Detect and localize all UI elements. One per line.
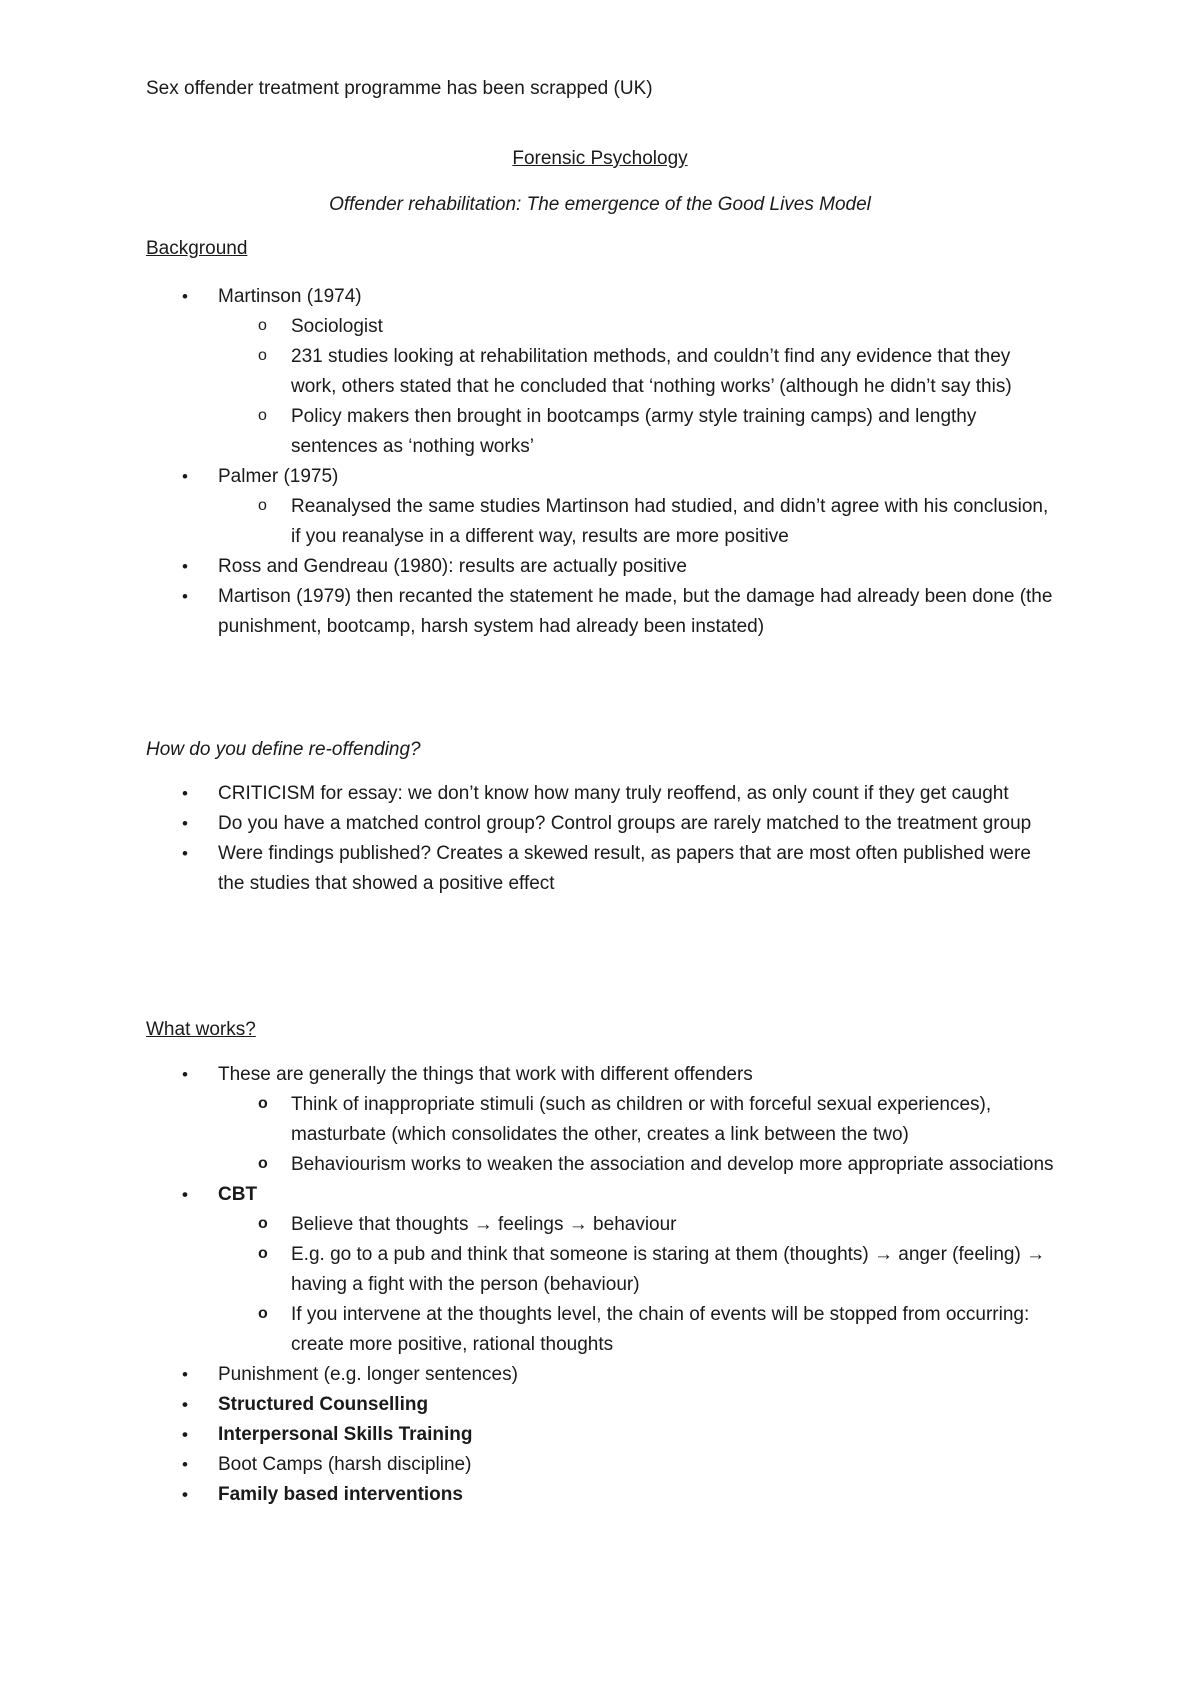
list-item: • Boot Camps (harsh discipline): [180, 1450, 1060, 1480]
list-item: • Punishment (e.g. longer sentences): [180, 1360, 1060, 1390]
list-item: o Behaviourism works to weaken the association and develop more appropriate associations: [291, 1150, 1060, 1180]
bullet-icon: •: [182, 1185, 188, 1204]
list-item: • CRITICISM for essay: we don’t know how many truly reoffend, as only count if they get caught: [180, 779, 1060, 809]
list-item: • Interpersonal Skills Training: [180, 1420, 1060, 1450]
bullet-icon: •: [182, 1365, 188, 1384]
what-works-list: [180, 1060, 1060, 1510]
top-note: Sex offender treatment programme has been scrapped (UK): [146, 78, 653, 99]
list-item: [180, 282, 1060, 462]
course-title: Forensic Psychology: [512, 148, 688, 169]
martinson-label: Martinson (1974): [218, 286, 362, 307]
bullet-icon: •: [182, 1425, 188, 1444]
list-item: • These are generally the things that work with different offenders o Think of inappropriate stimuli (such as children or with forceful sexual experiences), masturbate (which consolidates the other, creates a link between the two) o Behaviourism works to weaken the association and develop more appropriate associations: [180, 1060, 1060, 1180]
list-item: o Believe that thoughts → feelings → behaviour: [291, 1210, 1060, 1240]
list-item: • Ross and Gendreau (1980): results are actually positive: [180, 552, 1060, 582]
list-item: • Were findings published? Creates a skewed result, as papers that are most often published were the studies that showed a positive effect: [180, 839, 1060, 899]
background-list: [180, 282, 1060, 642]
bullet-icon: •: [182, 557, 188, 576]
list-item: o Think of inappropriate stimuli (such as children or with forceful sexual experiences), masturbate (which consolidates the other, creates a link between the two): [291, 1090, 1060, 1150]
list-item: • Do you have a matched control group? Control groups are rarely matched to the treatment group: [180, 809, 1060, 839]
lecture-title: Offender rehabilitation: The emergence of the Good Lives Model: [329, 194, 871, 215]
sub-bullet-icon: o: [258, 1095, 268, 1112]
list-item: o 231 studies looking at rehabilitation methods, and couldn’t find any evidence that they work, others stated that he concluded that ‘nothing works’ (although he didn’t say this): [291, 342, 1060, 402]
bullet-icon: •: [182, 287, 188, 306]
bullet-icon: •: [182, 784, 188, 803]
bullet-icon: •: [182, 1395, 188, 1414]
bullet-icon: •: [182, 814, 188, 833]
sub-bullet-icon: o: [258, 317, 267, 334]
sub-bullet-icon: o: [258, 347, 267, 364]
background-heading: Background: [146, 238, 248, 259]
reoffending-heading: How do you define re-offending?: [146, 739, 421, 760]
sub-bullet-icon: o: [258, 497, 267, 514]
reoffending-list: [180, 779, 1060, 899]
bullet-icon: •: [182, 587, 188, 606]
list-item: o Reanalysed the same studies Martinson had studied, and didn’t agree with his conclusion, if you reanalyse in a different way, results are more positive: [291, 492, 1060, 552]
list-item: • Structured Counselling: [180, 1390, 1060, 1420]
list-item: o E.g. go to a pub and think that someone is staring at them (thoughts) → anger (feeling) → having a fight with the person (behaviour): [291, 1240, 1060, 1300]
bullet-icon: •: [182, 844, 188, 863]
sub-bullet-icon: o: [258, 1305, 268, 1322]
list-item: • Martison (1979) then recanted the statement he made, but the damage had already been done (the punishment, bootcamp, harsh system had already been instated): [180, 582, 1060, 642]
list-item: o If you intervene at the thoughts level, the chain of events will be stopped from occurring: create more positive, rational thoughts: [291, 1300, 1060, 1360]
bullet-icon: •: [182, 1455, 188, 1474]
sub-bullet-icon: o: [258, 407, 267, 424]
bullet-icon: •: [182, 1065, 188, 1084]
bullet-icon: •: [182, 467, 188, 486]
list-item: • Family based interventions: [180, 1480, 1060, 1510]
sub-bullet-icon: o: [258, 1155, 268, 1172]
list-item: o Policy makers then brought in bootcamps (army style training camps) and lengthy sentences as ‘nothing works’: [291, 402, 1060, 462]
palmer-label: Palmer (1975): [218, 466, 339, 487]
list-item: [180, 1180, 1060, 1360]
list-item: [180, 462, 1060, 552]
bullet-icon: •: [182, 1485, 188, 1504]
sub-bullet-icon: o: [258, 1215, 268, 1232]
cbt-label: CBT: [218, 1184, 258, 1205]
what-works-heading: What works?: [146, 1019, 256, 1040]
list-item: o Sociologist: [291, 312, 1060, 342]
sub-bullet-icon: o: [258, 1245, 268, 1262]
